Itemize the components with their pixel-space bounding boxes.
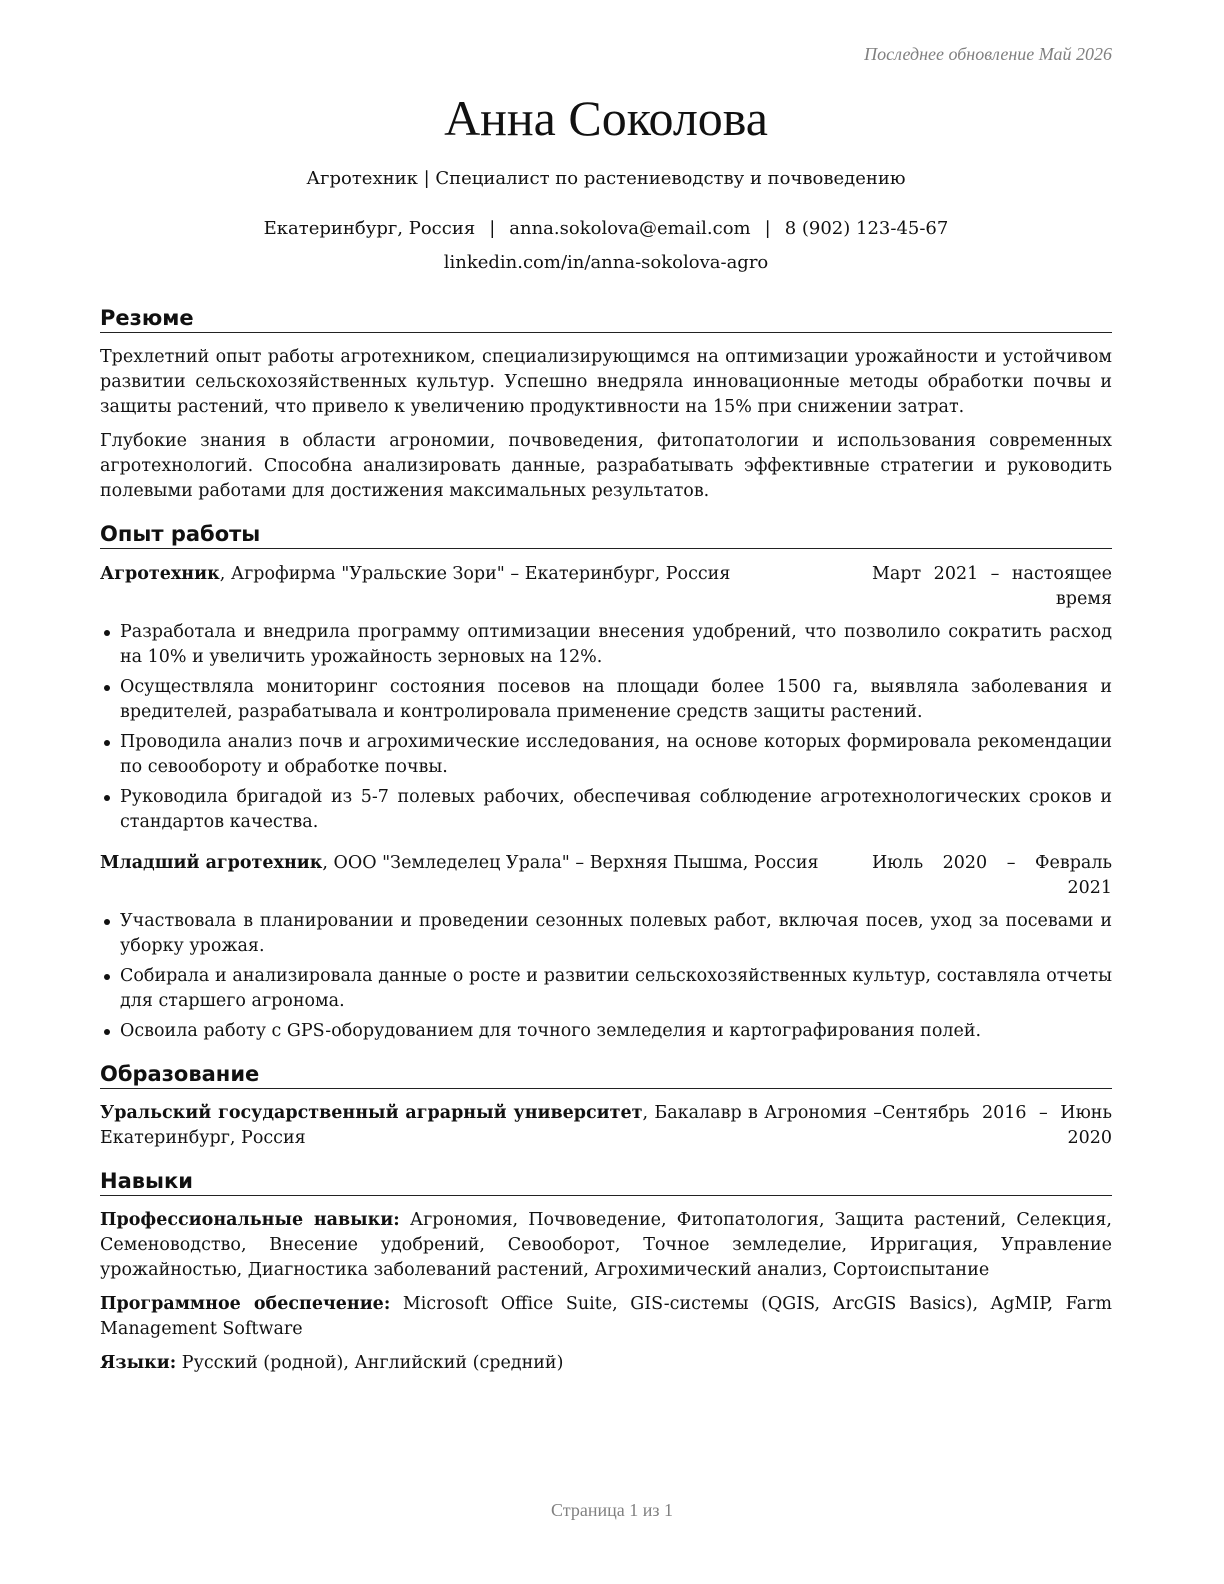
job-bullets [100,909,1112,1044]
section-experience [100,520,1112,1044]
skill-group [100,1208,1112,1283]
skill-label: Языки: [100,1353,177,1373]
list-item: Собирала и анализировала данные о росте и развитии сельскохозяйственных культур, составляла отчеты для старшего агронома. [100,964,1112,1014]
summary-paragraph: Глубокие знания в области агрономии, почвоведения, фитопатологии и использования современных агротехнологий. Способна анализировать данные, разрабатывать эффективные стратегии и руководить полевыми работами для достижения максимальных результатов. [100,431,1112,501]
education-degree: , Бакалавр в Агрономия – [642,1103,882,1123]
education-dates [882,1101,1112,1151]
list-item: Освоила работу с GPS-оборудованием для точного земледелия и картографирования полей. [100,1019,1112,1044]
job-dates-line: время [1055,589,1112,609]
list-item: Разработала и внедрила программу оптимизации внесения удобрений, что позволило сократить расход на 10% и увеличить урожайность зерновых на 12%. [100,620,1112,670]
job-dates-line: 2021 [1067,878,1112,898]
contact-line [100,217,1112,241]
job-role: Младший агротехник [100,853,323,873]
job-role: Агротехник [100,564,220,584]
section-title: Опыт работы [100,520,1112,549]
job-entry [100,562,1112,835]
section-summary [100,304,1112,504]
contact-location: Екатеринбург, Россия [263,218,476,239]
list-item: Проводила анализ почв и агрохимические исследования, на основе которых формировала рекомендации по севообороту и обработке почвы. [100,730,1112,780]
job-org: , Агрофирма "Уральские Зори" – Екатеринбург, Россия [219,564,731,584]
job-dates [872,562,1112,612]
job-header [100,562,1112,612]
job-bullets [100,620,1112,835]
section-title: Образование [100,1060,1112,1089]
education-school: Уральский государственный аграрный университет [100,1103,643,1123]
page-number: Страница 1 из 1 [551,1500,673,1520]
job-dates [872,851,1112,901]
job-org: , ООО "Земледелец Урала" – Верхняя Пышма, Россия [322,853,819,873]
section-title: Резюме [100,304,1112,333]
education-location: Екатеринбург, Россия [100,1128,306,1148]
last-updated: Последнее обновление Май 2026 [864,44,1112,64]
list-item: Участвовала в планировании и проведении сезонных полевых работ, включая посев, уход за посевами и уборку урожая. [100,909,1112,959]
job-dates-line: Март 2021 – настоящее [872,564,1112,584]
candidate-name: Анна Соколова [444,90,768,146]
skill-label: Профессиональные навыки: [100,1210,400,1230]
job-dates-line: Июль 2020 – Февраль [872,853,1112,873]
job-header [100,851,1112,901]
list-item: Осуществляла мониторинг состояния посевов на площади более 1500 га, выявляла заболевания и вредителей, разрабатывала и контролировала применение средств защиты растений. [100,675,1112,725]
contact-email[interactable]: anna.sokolova@email.com [509,218,751,239]
skill-group [100,1351,1112,1376]
section-education [100,1060,1112,1151]
education-dates-line: Сентябрь 2016 – Июнь [882,1103,1112,1123]
resume-content [100,304,1112,1376]
resume-header [100,88,1112,275]
summary-paragraph: Трехлетний опыт работы агротехником, специализирующимся на оптимизации урожайности и устойчивом развитии сельскохозяйственных культур. Успешно внедряла инновационные методы обработки почвы и защиты растений, что привело к увеличению продуктивности на 15% при снижении затрат. [100,347,1112,417]
skill-text: Агрономия, Почвоведение, Фитопатология, Защита растений, Селекция, Семеноводство, Внесение удобрений, Севооборот, Точное земледелие, Ирригация, Управление урожайностью, Диагностика заболеваний растений, Агрохимический анализ, Сортоиспытание [100,1210,1112,1280]
skill-group [100,1292,1112,1342]
contact-separator: | [764,218,771,239]
skill-label: Программное обеспечение: [100,1294,391,1314]
education-entry [100,1101,1112,1151]
education-dates-line: 2020 [1067,1128,1112,1148]
contact-phone: 8 (902) 123-45-67 [784,218,949,239]
section-title: Навыки [100,1167,1112,1196]
contact-linkedin[interactable]: linkedin.com/in/anna-sokolova-agro [443,252,769,273]
section-skills [100,1167,1112,1376]
list-item: Руководила бригадой из 5-7 полевых рабочих, обеспечивая соблюдение агротехнологических сроков и стандартов качества. [100,785,1112,835]
candidate-tagline: Агротехник | Специалист по растениеводству и почвоведению [306,168,906,189]
skill-text: Русский (родной), Английский (средний) [176,1353,564,1373]
contact-separator: | [489,218,496,239]
job-entry [100,851,1112,1044]
skill-text: Microsoft Office Suite, GIS-системы (QGIS, ArcGIS Basics), AgMIP, Farm Management Software [100,1294,1112,1339]
